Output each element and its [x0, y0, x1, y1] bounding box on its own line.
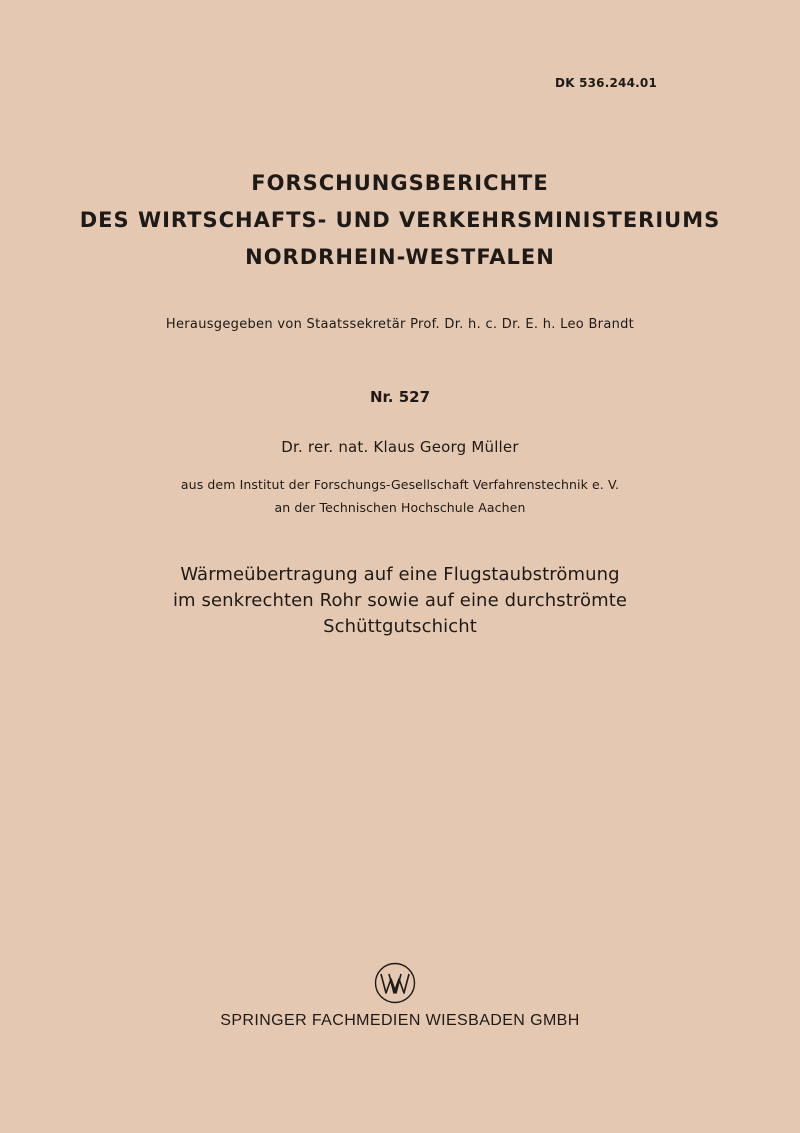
- book-title-line: Schüttgutschicht: [323, 616, 477, 637]
- series-title-line: NORDRHEIN-WESTFALEN: [245, 245, 555, 269]
- series-title-line: FORSCHUNGSBERICHTE: [251, 171, 549, 195]
- editor-line: Herausgegeben von Staatssekretär Prof. Dr. h. c. Dr. E. h. Leo Brandt: [165, 317, 635, 332]
- report-number: Nr. 527: [369, 388, 431, 406]
- affiliation-line: an der Technischen Hochschule Aachen: [274, 500, 526, 515]
- affiliation-line: aus dem Institut der Forschungs-Gesellschaft Verfahrenstechnik e. V.: [180, 477, 620, 492]
- classification-code: DK 536.244.01: [555, 76, 657, 90]
- author-affiliation: [0, 473, 800, 519]
- springer-ww-logo-icon: [374, 962, 416, 1004]
- book-title: [0, 562, 800, 640]
- series-title-line: DES WIRTSCHAFTS- UND VERKEHRSMINISTERIUMS: [79, 208, 721, 232]
- author-name: Dr. rer. nat. Klaus Georg Müller: [281, 438, 519, 456]
- series-title: [0, 165, 800, 276]
- book-title-line: Wärmeübertragung auf eine Flugstaubströmung: [180, 564, 620, 585]
- book-title-line: im senkrechten Rohr sowie auf eine durchströmte: [172, 590, 628, 611]
- publisher-name: SPRINGER FACHMEDIEN WIESBADEN GMBH: [220, 1012, 580, 1029]
